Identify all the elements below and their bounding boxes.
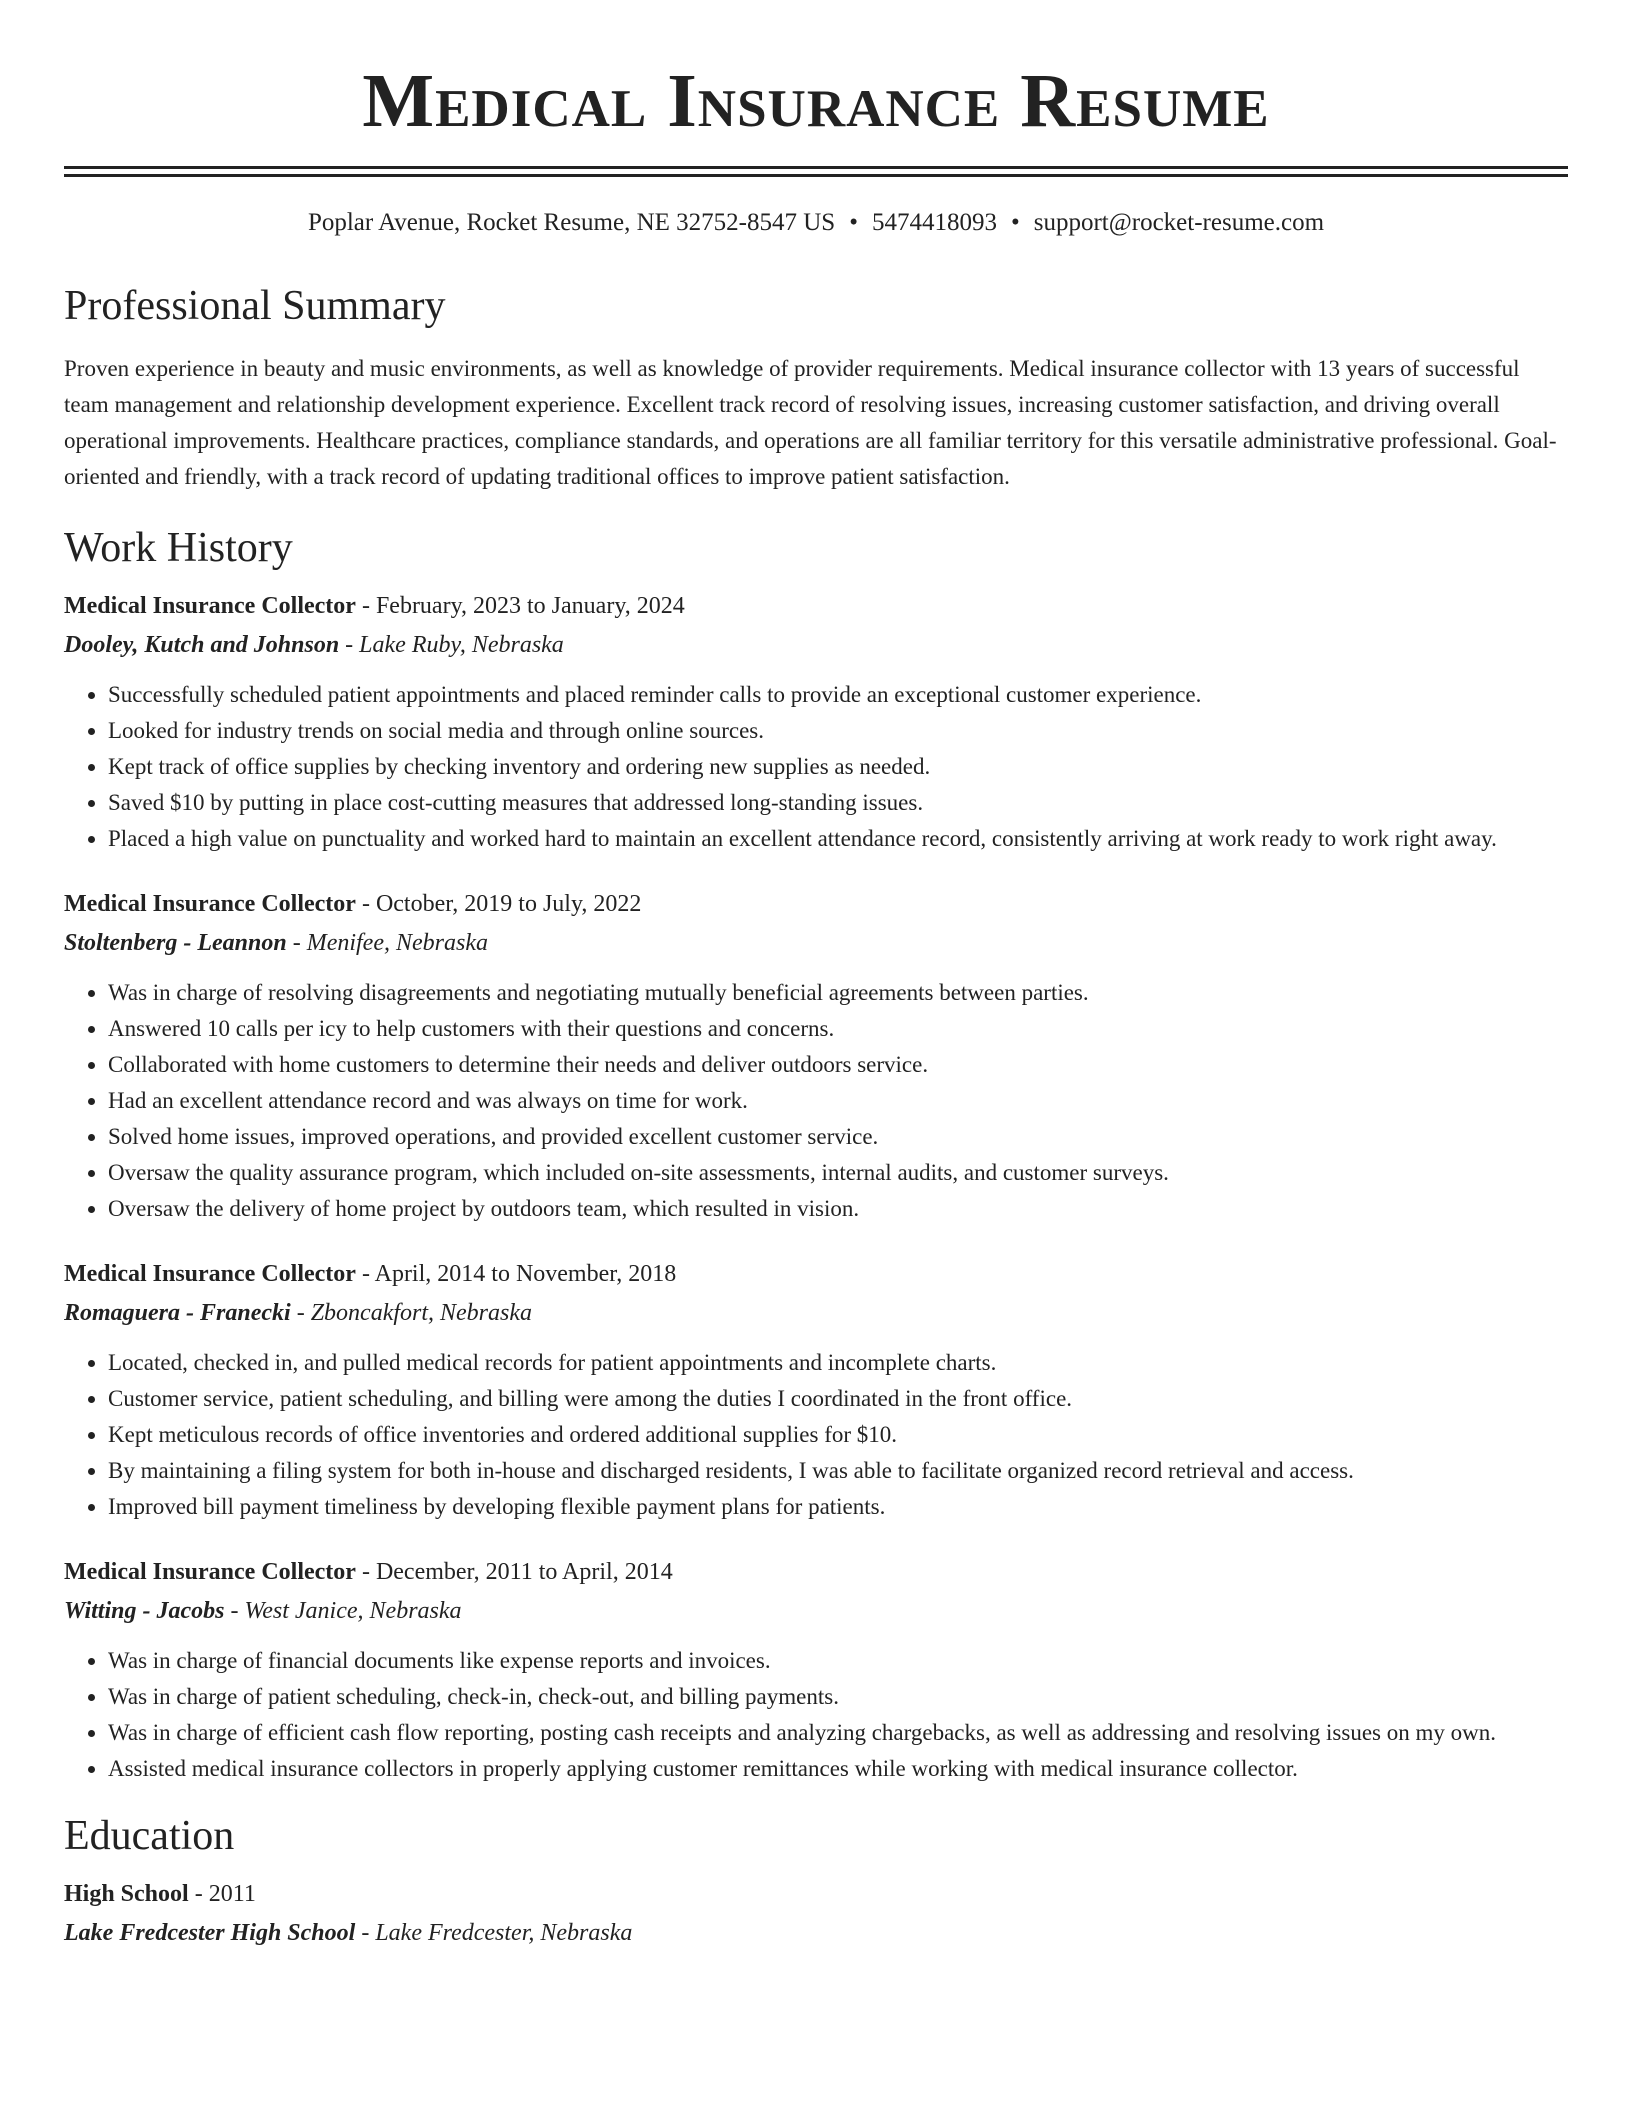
job-title: Medical Insurance Collector	[64, 1261, 356, 1287]
education-dash: -	[355, 1920, 376, 1946]
education-entry	[64, 1875, 1568, 1953]
job-dates: February, 2023 to January, 2024	[375, 593, 685, 619]
job-bullet: • Successfully scheduled patient appointments and placed reminder calls to provide an exceptional customer experience.	[108, 677, 1568, 713]
job-bullet-list	[64, 975, 1568, 1227]
resume-title: Medical Insurance Resume	[362, 59, 1270, 143]
work-history-heading: Work History	[64, 525, 293, 571]
job-bullet: • Oversaw the quality assurance program, which included on-site assessments, internal audits, and customer surveys.	[108, 1155, 1568, 1191]
job-title-line	[64, 885, 1568, 923]
contact-line	[64, 207, 1568, 239]
education-school: Lake Fredcester High School	[64, 1920, 356, 1946]
education-school-line	[64, 1913, 1568, 1953]
job-title: Medical Insurance Collector	[64, 1559, 356, 1585]
education-year: 2011	[208, 1881, 256, 1907]
job-bullet-list	[64, 677, 1568, 857]
summary-heading: Professional Summary	[64, 283, 446, 329]
job-dash: -	[224, 1598, 245, 1624]
summary-text: Proven experience in beauty and music environments, as well as knowledge of provider requirements. Medical insurance collector with 13 years of successful team management and relationship development experience. Excellent track record of resolving issues, increasing customer satisfaction, and driving overall operational improvements. Healthcare practices, compliance standards, and operations are all familiar territory for this versatile administrative professional. Goal-oriented and friendly, with a track record of updating traditional offices to improve patient satisfaction.	[64, 356, 1557, 489]
job-bullet: • Improved bill payment timeliness by developing flexible payment plans for patients.	[108, 1489, 1568, 1525]
job-company-line	[64, 1591, 1568, 1631]
job-bullet: • Answered 10 calls per icy to help customers with their questions and concerns.	[108, 1011, 1568, 1047]
contact-separator: •	[1010, 209, 1020, 236]
job-company-line	[64, 923, 1568, 963]
job-location: Menifee, Nebraska	[306, 930, 488, 956]
job-bullet: • Looked for industry trends on social media and through online sources.	[108, 713, 1568, 749]
job-location: West Janice, Nebraska	[244, 1598, 462, 1624]
job-bullet: • Was in charge of resolving disagreements and negotiating mutually beneficial agreements between parties.	[108, 975, 1568, 1011]
job-company: Stoltenberg - Leannon	[64, 930, 287, 956]
job-bullet: • Had an excellent attendance record and was always on time for work.	[108, 1083, 1568, 1119]
job-title-line	[64, 587, 1568, 625]
education-heading: Education	[64, 1813, 235, 1859]
job-bullet: • Was in charge of patient scheduling, check-in, check-out, and billing payments.	[108, 1679, 1568, 1715]
job-bullet: • Was in charge of financial documents like expense reports and invoices.	[108, 1643, 1568, 1679]
education-dash: -	[188, 1881, 209, 1907]
job-bullet: • Collaborated with home customers to determine their needs and deliver outdoors service.	[108, 1047, 1568, 1083]
job-entry	[64, 1255, 1568, 1525]
job-company: Romaguera - Franecki	[64, 1300, 291, 1326]
job-title-line	[64, 1553, 1568, 1591]
job-bullet: • Located, checked in, and pulled medical records for patient appointments and incomplete charts.	[108, 1345, 1568, 1381]
job-bullet: • Placed a high value on punctuality and worked hard to maintain an excellent attendance record, consistently arriving at work ready to work right away.	[108, 821, 1568, 857]
education-degree-line	[64, 1875, 1568, 1913]
job-company: Witting - Jacobs	[64, 1598, 225, 1624]
job-dash: -	[339, 632, 360, 658]
job-entry	[64, 1553, 1568, 1787]
education-degree: High School	[64, 1881, 189, 1907]
job-company: Dooley, Kutch and Johnson	[64, 632, 340, 658]
title-double-rule	[64, 166, 1568, 177]
job-bullet: • Kept track of office supplies by checking inventory and ordering new supplies as needed.	[108, 749, 1568, 785]
job-bullet-list	[64, 1643, 1568, 1787]
contact-separator: •	[849, 209, 858, 236]
contact-address: Poplar Avenue, Rocket Resume, NE 32752-8547 US	[307, 209, 836, 236]
contact-email: support@rocket-resume.com	[1033, 209, 1325, 236]
job-bullet-list	[64, 1345, 1568, 1525]
job-dash: -	[355, 593, 376, 619]
job-title: Medical Insurance Collector	[64, 891, 356, 917]
job-bullet: • Customer service, patient scheduling, and billing were among the duties I coordinated in the front office.	[108, 1381, 1568, 1417]
job-dash: -	[355, 1261, 375, 1287]
job-title-line	[64, 1255, 1568, 1293]
job-location: Lake Ruby, Nebraska	[359, 632, 564, 658]
job-entry	[64, 885, 1568, 1227]
job-bullet: • Saved $10 by putting in place cost-cutting measures that addressed long-standing issues.	[108, 785, 1568, 821]
job-dates: December, 2011 to April, 2014	[375, 1559, 673, 1585]
job-company-line	[64, 625, 1568, 665]
job-bullet: • Solved home issues, improved operations, and provided excellent customer service.	[108, 1119, 1568, 1155]
job-dash: -	[355, 891, 376, 917]
job-bullet: • Oversaw the delivery of home project by outdoors team, which resulted in vision.	[108, 1191, 1568, 1227]
job-dash: -	[290, 1300, 311, 1326]
job-title: Medical Insurance Collector	[64, 593, 356, 619]
job-bullet: • Was in charge of efficient cash flow reporting, posting cash receipts and analyzing chargebacks, as well as addressing and resolving issues on my own.	[108, 1715, 1568, 1751]
job-dash: -	[286, 930, 307, 956]
contact-phone: 5474418093	[871, 209, 997, 236]
job-company-line	[64, 1293, 1568, 1333]
education-location: Lake Fredcester, Nebraska	[375, 1920, 633, 1946]
job-bullet: • Assisted medical insurance collectors in properly applying customer remittances while working with medical insurance collector.	[108, 1751, 1568, 1787]
job-bullet: • By maintaining a filing system for both in-house and discharged residents, I was able to facilitate organized record retrieval and access.	[108, 1453, 1568, 1489]
job-entry	[64, 587, 1568, 857]
job-bullet: • Kept meticulous records of office inventories and ordered additional supplies for $10.	[108, 1417, 1568, 1453]
job-dash: -	[355, 1559, 376, 1585]
job-dates: April, 2014 to November, 2018	[374, 1261, 677, 1287]
job-dates: October, 2019 to July, 2022	[375, 891, 642, 917]
job-location: Zboncakfort, Nebraska	[310, 1300, 533, 1326]
